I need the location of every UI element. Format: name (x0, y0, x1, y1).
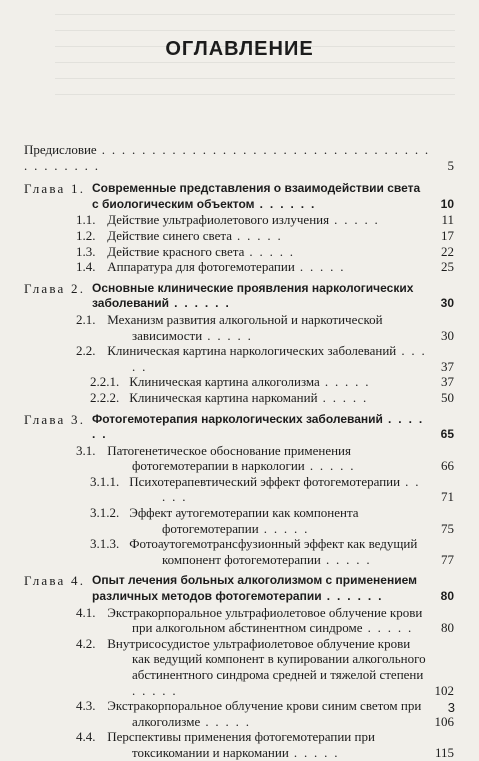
section-title: Клиническая картина наркоманий (129, 389, 318, 405)
toc-section: 2.1. Механизм развития алкогольной и наркотической зависимости . . . . . 30 (76, 311, 454, 343)
toc-entry-title: Предисловие (24, 142, 97, 157)
section-title: Клиническая картина наркологических заболеваний (107, 343, 397, 359)
section-title: Действие ультрафиолетового излучения (107, 212, 330, 228)
chapter-number: 1. (71, 181, 86, 197)
chapter-word: Глава (24, 573, 66, 589)
toc-page-number: 80 (440, 589, 454, 604)
toc-page-number: 37 (441, 374, 454, 390)
chapter-word: Глава (24, 280, 66, 296)
toc-page-number: 17 (441, 227, 454, 243)
toc-chapter: Глава 4. Опыт лечения больных алкоголизмом с применением различных методов фотогемотерапии . . . . . . 80 4.1. Экстракорпоральное ультрафиолетовое облучение крови при алкогольном абстинентном синдроме . . . . . 80 4.2. Внутрисосудистое ультрафиолетовое облучение крови как ведущий компонент в купировании алкогольного абстинентного синдрома средней и тяжелой степени . . . . . 102 4.3. Экстракорпоральное облучение крови синим светом при алкоголизме . . . . . 106 4.4. Перспективы применения фотогемотерапии при токсикомании и наркомании . . . . . 115 (24, 573, 454, 760)
section-title: Действие синего света (107, 227, 232, 243)
toc-page-number: 11 (441, 212, 454, 228)
chapter-title: Опыт лечения больных алкоголизмом с применением различных методов фотогемотерапии (92, 573, 417, 604)
section-title: Клиническая картина алкоголизма (129, 374, 320, 390)
toc-section: 4.1. Экстракорпоральное ультрафиолетовое облучение крови при алкогольном абстинентном синдроме . . . . . 80 (76, 604, 454, 636)
toc-section: 3.1.3. Фотоаутогемотрансфузионный эффект как ведущий компонент фотогемотерапии . . . . . 77 (90, 536, 454, 567)
section-title: Механизм развития алкогольной и наркотической зависимости (107, 311, 383, 343)
toc-entry-preface: Предисловие . . . . . . . . . . . . . . . . . . . . . . . . . . . . . . . . . . . . . . . . . 5 (24, 142, 454, 173)
toc-section: 2.2.1. Клиническая картина алкоголизма . . . . . 37 (90, 374, 454, 390)
toc-page-number: 5 (447, 157, 454, 173)
toc-page-number: 22 (441, 243, 454, 259)
toc-page-number: 102 (434, 682, 454, 698)
chapter-number: 4. (71, 573, 86, 589)
toc-page-number: 75 (441, 520, 454, 536)
toc-chapter: Глава 2. Основные клинические проявления наркологических заболеваний . . . . . . 30 2.1. Механизм развития алкогольной и наркотической зависимости . . . . . 30 2.2. Клиническая картина наркологических заболеваний . . . . . 37 2.2.1. Клиническая картина алкоголизма . . . . . 37 2.2.2. Клиническая картина наркоманий . . . . . 50 (24, 280, 454, 405)
toc-section: 4.3. Экстракорпоральное облучение крови синим светом при алкоголизме . . . . . 106 (76, 698, 454, 729)
page-title: ОГЛАВЛЕНИЕ (165, 38, 314, 60)
toc-chapter: Глава 3. Фотогемотерапия наркологических заболеваний . . . . . . 65 3.1. Патогенетическое обоснование применения фотогемотерапии в наркологии . . . . . 66 3.1.1. Психотерапевтический эффект фотогемотерапии . . . . . 71 3.1.2. Эффект аутогемотерапии как компонента фотогемотерапии . . . . . 75 3.1.3. Фотоаутогемотрансфузионный эффект как ведущий компонент фотогемотерапии . . . . . 77 (24, 411, 454, 567)
page-number: 3 (447, 700, 455, 715)
chapter-number: 2. (71, 280, 86, 296)
toc-page-number: 50 (441, 389, 454, 405)
toc-section: 3.1. Патогенетическое обоснование применения фотогемотерапии в наркологии . . . . . 66 (76, 442, 454, 474)
table-of-contents (24, 142, 454, 761)
section-title: Психотерапевтический эффект фотогемотерапии (129, 473, 401, 489)
chapter-label (24, 412, 92, 568)
toc-page-number: 10 (440, 196, 454, 211)
toc-page-number: 80 (441, 620, 454, 636)
toc-page-number: 115 (434, 744, 454, 760)
toc-page-number: 37 (441, 358, 454, 374)
section-title: Аппаратура для фотогемотерапии (107, 259, 295, 275)
section-title: Патогенетическое обоснование применения фотогемотерапии в наркологии (107, 442, 351, 474)
toc-page-number: 25 (441, 259, 454, 275)
toc-section: 1.2. Действие синего света . . . . . 17 (76, 227, 454, 243)
toc-page-number: 65 (440, 427, 454, 442)
chapter-title: Современные представления о взаимодействии света с биологическим объектом (92, 181, 421, 211)
chapter-title: Фотогемотерапия наркологических заболеваний (92, 411, 383, 426)
section-title: Внутрисосудистое ультрафиолетовое облучение крови как ведущий компонент в купировании алкогольного абстинентного синдрома средней и тяжелой степени (107, 635, 426, 682)
section-title: Фотоаутогемотрансфузионный эффект как ведущий компонент фотогемотерапии (129, 536, 418, 567)
toc-section: 2.2.2. Клиническая картина наркоманий . . . . . 50 (90, 389, 454, 405)
toc-section: 1.3. Действие красного света . . . . . 22 (76, 243, 454, 259)
chapter-word: Глава (24, 411, 66, 427)
toc-section: 4.4. Перспективы применения фотогемотерапии при токсикомании и наркомании . . . . . 115 (76, 729, 454, 760)
chapter-title: Основные клинические проявления наркологических заболеваний (92, 280, 414, 311)
toc-section: 3.1.1. Психотерапевтический эффект фотогемотерапии . . . . . 71 (90, 473, 454, 505)
chapter-number: 3. (71, 411, 86, 427)
toc-page-number: 106 (434, 713, 454, 729)
toc-section: 3.1.2. Эффект аутогемотерапии как компонента фотогемотерапии . . . . . 75 (90, 505, 454, 536)
toc-section: 1.1. Действие ультрафиолетового излучения . . . . . 11 (76, 212, 454, 228)
toc-chapter: Глава 1. Современные представления о взаимодействии света с биологическим объектом . . . . . . 10 1.1. Действие ультрафиолетового излучения . . . . . 11 1.2. Действие синего света . . . . . 17 1.3. Действие красного света . . . . . 22 1.4. Аппаратура для фотогемотерапии . . . . . 25 (24, 181, 454, 275)
toc-page-number: 71 (441, 489, 454, 505)
toc-page-number: 30 (440, 296, 454, 311)
section-title: Экстракорпоральное ультрафиолетовое облучение крови при алкогольном абстинентном синдроме (107, 604, 423, 636)
toc-page-number: 66 (441, 458, 454, 474)
chapter-word: Глава (24, 181, 66, 197)
toc-section: 1.4. Аппаратура для фотогемотерапии . . . . . 25 (76, 259, 454, 275)
toc-page-number: 77 (441, 551, 454, 567)
toc-section: 2.2. Клиническая картина наркологических заболеваний . . . . . 37 (76, 343, 454, 374)
section-title: Эффект аутогемотерапии как компонента фотогемотерапии (129, 505, 359, 536)
toc-section: 4.2. Внутрисосудистое ультрафиолетовое облучение крови как ведущий компонент в купировании алкогольного абстинентного синдрома средней и тяжелой степени . . . . . 102 (76, 635, 454, 698)
section-title: Перспективы применения фотогемотерапии при токсикомании и наркомании (107, 729, 375, 760)
section-title: Экстракорпоральное облучение крови синим светом при алкоголизме (107, 698, 422, 729)
section-title: Действие красного света (107, 243, 245, 259)
toc-page-number: 30 (441, 327, 454, 343)
